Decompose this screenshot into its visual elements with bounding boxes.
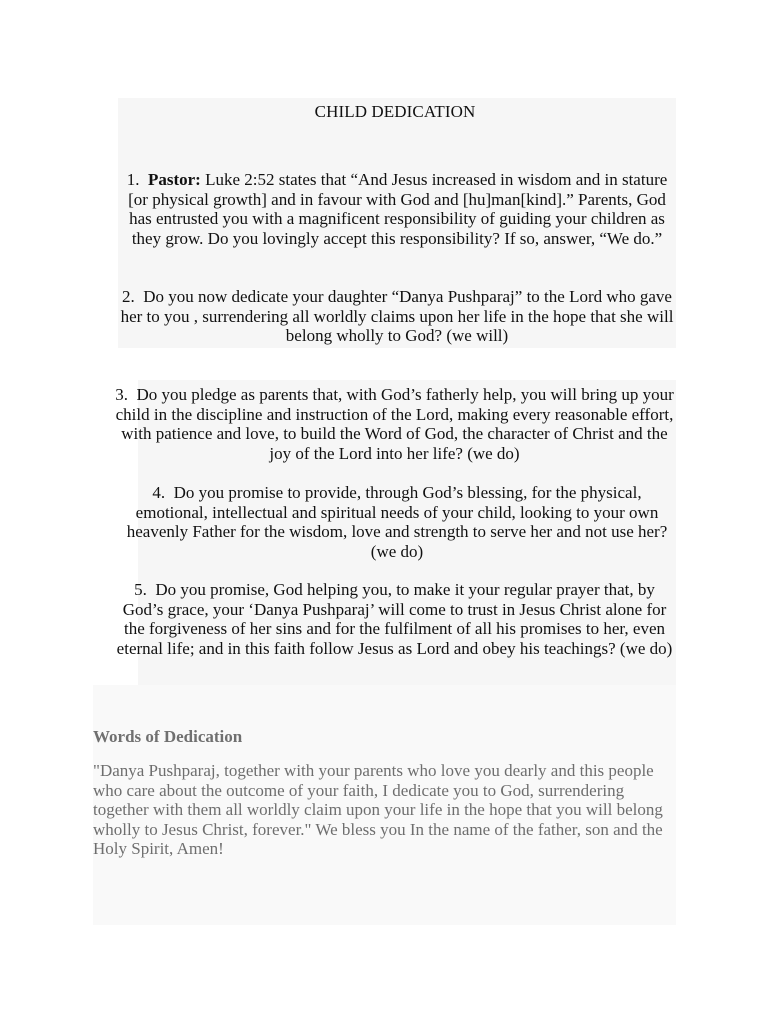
- list-item-2: [118, 287, 676, 346]
- list-number: 4.: [152, 483, 166, 502]
- list-item-text: Do you promise to provide, through God’s blessing, for the physical, emotional, intellectual and spiritual needs of your child, looking to your own heavenly Father for the wisdom, love and strength to serve her and not use her? (we do): [126, 483, 668, 561]
- list-item-1: [118, 170, 676, 248]
- list-item-text: Luke 2:52 states that “And Jesus increased in wisdom and in stature [or physical growth] and in favour with God and [hu]man[kind].” Parents, God has entrusted you with a magnificent responsibility of guiding your children as they grow. Do you lovingly accept this responsibility? If so, answer, “We do.”: [128, 170, 668, 248]
- list-item-3: [113, 385, 676, 463]
- list-item-text: Do you pledge as parents that, with God’s fatherly help, you will bring up your child in the discipline and instruction of the Lord, making every reasonable effort, with patience and love, to build the Word of God, the character of Christ and the joy of the Lord into her life? (we do): [115, 385, 674, 463]
- list-item-text: Do you now dedicate your daughter “Danya Pushparaj” to the Lord who gave her to you , surrendering all worldly claims upon her life in the hope that she will belong wholly to God? (we will): [120, 287, 674, 345]
- list-number: 2.: [122, 287, 135, 306]
- list-item-4: [118, 483, 676, 561]
- list-number: 1.: [126, 170, 140, 189]
- list-number: 3.: [115, 385, 128, 404]
- pastor-label: Pastor:: [147, 170, 201, 189]
- words-of-dedication-body: "Danya Pushparaj, together with your parents who love you dearly and this people who care about the outcome of your faith, I dedicate you to God, surrendering together with them all worldly claim upon your life in the hope that you will belong wholly to Jesus Christ, forever." We bless you In the name of the father, son and the Holy Spirit, Amen!: [93, 761, 663, 859]
- list-number: 5.: [134, 580, 147, 599]
- document-title: CHILD DEDICATION: [314, 102, 476, 121]
- list-item-5: [113, 580, 676, 658]
- list-item-text: Do you promise, God helping you, to make it your regular prayer that, by God’s grace, your ‘Danya Pushparaj’ will come to trust in Jesus Christ alone for the forgiveness of her sins and for the fulfilment of all his promises to her, even eternal life; and in this faith follow Jesus as Lord and obey his teachings? (we do): [116, 580, 673, 658]
- words-of-dedication-heading: Words of Dedication: [93, 727, 243, 746]
